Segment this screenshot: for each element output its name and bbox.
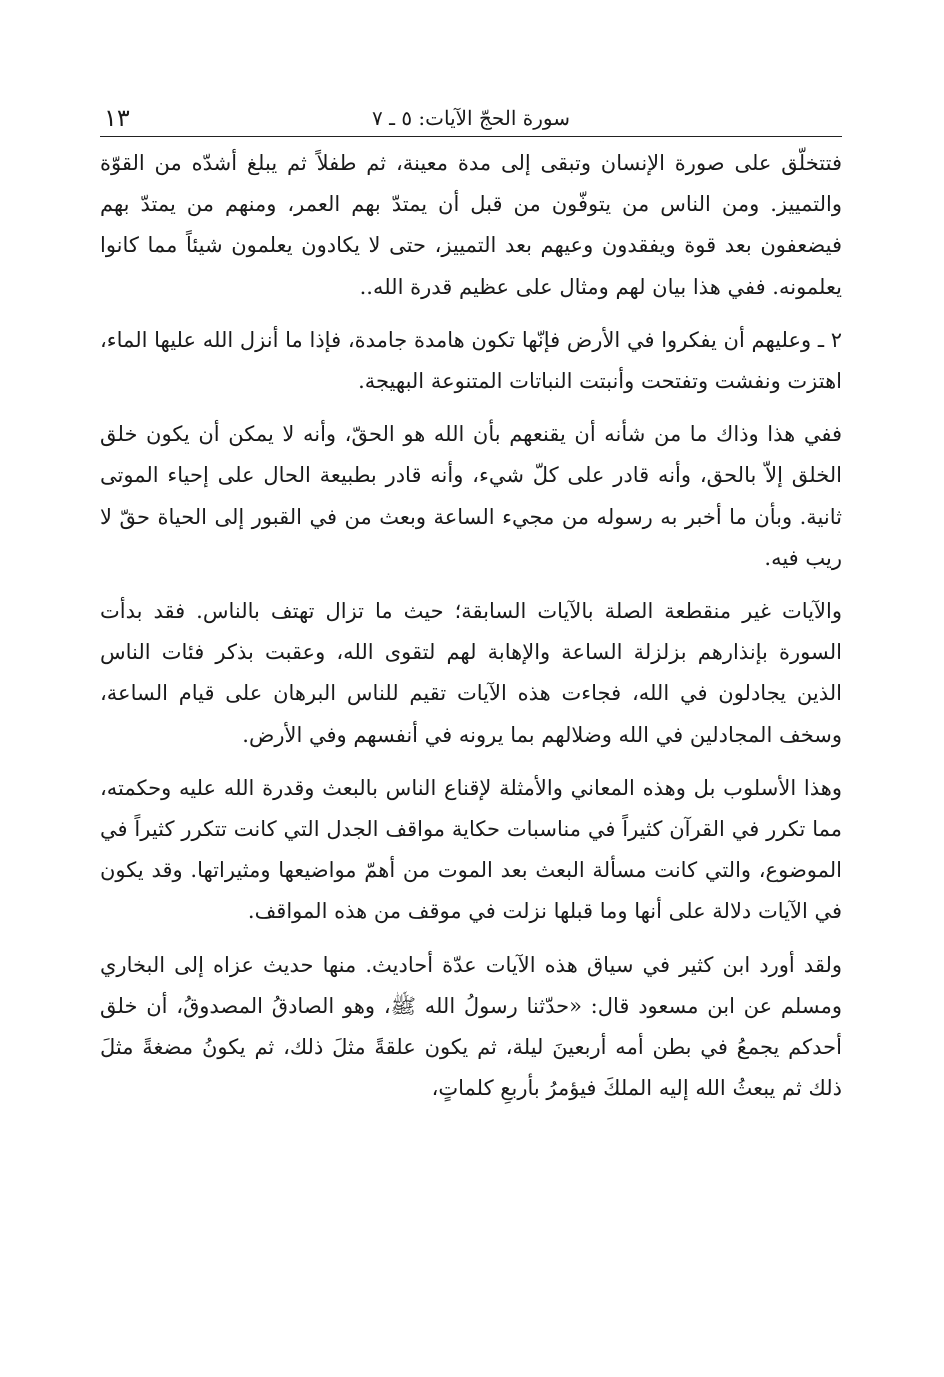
page [100, 96, 842, 1109]
paragraph: ولقد أورد ابن كثير في سياق هذه الآيات عدّة أحاديث. منها حديث عزاه إلى البخاري ومسلم عن ابن مسعود قال: «حدّثنا رسولُ الله ﷺ، وهو الصادقُ المصدوقُ، أن خلق أحدكم يجمعُ في بطن أمه أربعينَ ليلة، ثم يكون علقةً مثلَ ذلك، ثم يكونُ مضغةً مثلَ ذلك ثم يبعثُ الله إليه الملكَ فيؤمرُ بأربعِ كلماتٍ، [100, 952, 842, 1101]
running-head-title: سورة الحجّ الآيات: ٥ ـ ٧ [371, 106, 571, 130]
paragraph: والآيات غير منقطعة الصلة بالآيات السابقة؛ حيث ما تزال تهتف بالناس. فقد بدأت السورة بإنذارهم بزلزلة الساعة والإهابة لهم لتقوى الله، وعقبت بذكر فئات الناس الذين يجادلون في الله، فجاءت هذه الآيات تقيم للناس البرهان على قيام الساعة، وسخف المجادلين في الله وضلالهم بما يرونه في أنفسهم وفي الأرض. [100, 599, 842, 747]
paragraph: وهذا الأسلوب بل وهذه المعاني والأمثلة لإقناع الناس بالبعث وقدرة الله عليه وحكمته، مما تكرر في القرآن كثيراً في مناسبات حكاية مواقف الجدل التي كانت تتكرر كثيراً في الموضوع، والتي كانت مسألة البعث بعد الموت من أهمّ مواضيعها ومثيراتها. وقد يكون في الآيات دلالة على أنها وما قبلها نزلت في موقف من هذه المواقف. [100, 775, 842, 924]
page-number: ١٣ [104, 104, 130, 132]
paragraph: ففي هذا وذاك ما من شأنه أن يقنعهم بأن الله هو الحقّ، وأنه لا يمكن أن يكون خلق الخلق إلاّ بالحق، وأنه قادر على كلّ شيء، وأنه قادر بطبيعة الحال على إحياء الموتى ثانية. وبأن ما أخبر به رسوله من مجيء الساعة وبعث من في القبور إلى الحياة حقّ لا ريب فيه. [100, 422, 842, 570]
paragraph: ٢ ـ وعليهم أن يفكروا في الأرض فإنّها تكون هامدة جامدة، فإذا ما أنزل الله عليها الماء، اهتزت ونفشت وتفتحت وأنبتت النباتات المتنوعة البهيجة. [100, 327, 842, 394]
paragraph: فتتخلّق على صورة الإنسان وتبقى إلى مدة معينة، ثم طفلاً ثم يبلغ أشدّه من القوّة والتمييز. ومن الناس من يتوفّون من قبل أن يمتدّ بهم العمر، ومنهم من يمتدّ بهم فيضعفون بعد قوة ويفقدون وعيهم بعد التمييز، حتى لا يكادون يعلمون شيئاً مما كانوا يعلمونه. ففي هذا بيان لهم ومثال على عظيم قدرة الله.. [100, 151, 842, 299]
running-header [100, 96, 842, 137]
body-text [100, 143, 842, 1109]
